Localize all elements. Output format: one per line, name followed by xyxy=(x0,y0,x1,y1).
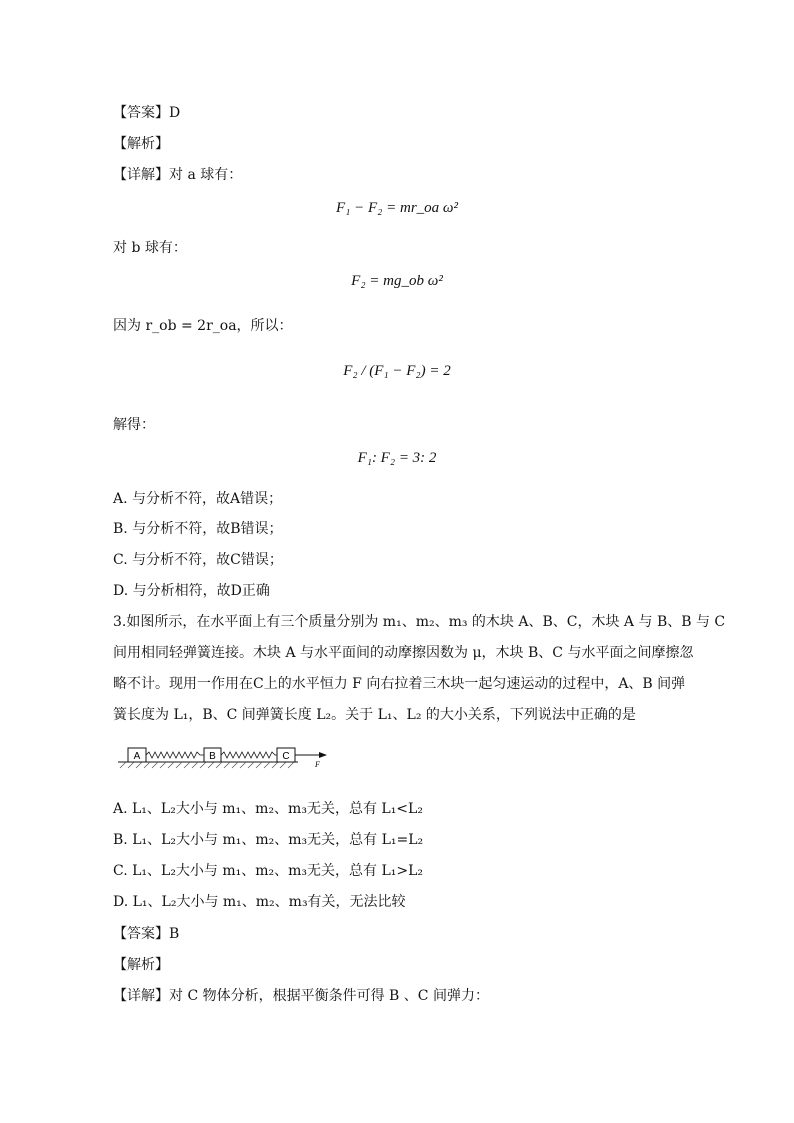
solve-label: 解得： xyxy=(113,417,155,433)
q3-stem-line-4: 簧长度为 L₁，B、C 间弹簧长度 L₂。关于 L₁、L₂ 的大小关系，下列说法中正确的是 xyxy=(113,707,636,723)
q2-option-b: B. 与分析不符，故B错误； xyxy=(113,521,283,537)
q3-answer-line: 【答案】B xyxy=(113,926,180,942)
spring-bc xyxy=(221,752,277,758)
q2-option-a: A. 与分析不符，故A错误； xyxy=(113,491,283,507)
q3-stem-line-2: 间用相同轻弹簧连接。木块 A 与水平面间的动摩擦因数为 μ，木块 B、C 与水平面之间摩擦忽 xyxy=(113,645,694,661)
block-b-label: B xyxy=(209,751,216,762)
q2-option-d: D. 与分析相符，故D正确 xyxy=(113,583,270,599)
q3-option-a: A. L₁、L₂大小与 m₁、m₂、m₃无关，总有 L₁<L₂ xyxy=(113,801,423,817)
q3-option-b: B. L₁、L₂大小与 m₁、m₂、m₃无关，总有 L₁=L₂ xyxy=(113,832,424,848)
answer-line: 【答案】D xyxy=(113,105,181,121)
equation-3: F₂ / (F₁ − F₂) = 2 xyxy=(343,363,451,379)
q3-stem-line-1: 3.如图所示，在水平面上有三个质量分别为 m₁、m₂、m₃ 的木块 A、B、C，木块 A 与 B、B 与 C xyxy=(113,614,726,630)
ground-hatch xyxy=(120,762,294,768)
q3-detail-text: 【详解】对 C 物体分析，根据平衡条件可得 B 、C 间弹力： xyxy=(113,988,489,1004)
equation-2: F₂ = mg_ob ω² xyxy=(351,273,443,289)
detail-a-text: 【详解】对 a 球有： xyxy=(113,167,243,183)
q3-option-c: C. L₁、L₂大小与 m₁、m₂、m₃无关，总有 L₁>L₂ xyxy=(113,863,424,879)
force-label: F xyxy=(315,760,320,769)
force-arrow-head xyxy=(319,752,327,758)
detail-b-text: 对 b 球有： xyxy=(113,240,187,256)
spring-ab xyxy=(146,752,204,758)
block-a-label: A xyxy=(133,751,141,762)
q2-option-c: C. 与分析不符，故C错误； xyxy=(113,552,283,568)
q3-stem-line-3: 略不计。现用一作用在C上的水平恒力 F 向右拉着三木块一起匀速运动的过程中，A、B 间弹 xyxy=(113,676,686,692)
spring-blocks-figure xyxy=(118,742,333,770)
q3-analysis-label: 【解析】 xyxy=(113,957,169,973)
equation-4: F₁: F₂ = 3: 2 xyxy=(357,450,437,466)
equation-1: F₁ − F₂ = mr_oa ω² xyxy=(335,200,458,216)
block-c-label: C xyxy=(282,751,290,762)
because-text: 因为 r_ob = 2r_oa，所以： xyxy=(113,318,293,334)
analysis-label: 【解析】 xyxy=(113,136,169,152)
q3-option-d: D. L₁、L₂大小与 m₁、m₂、m₃有关，无法比较 xyxy=(113,894,406,910)
